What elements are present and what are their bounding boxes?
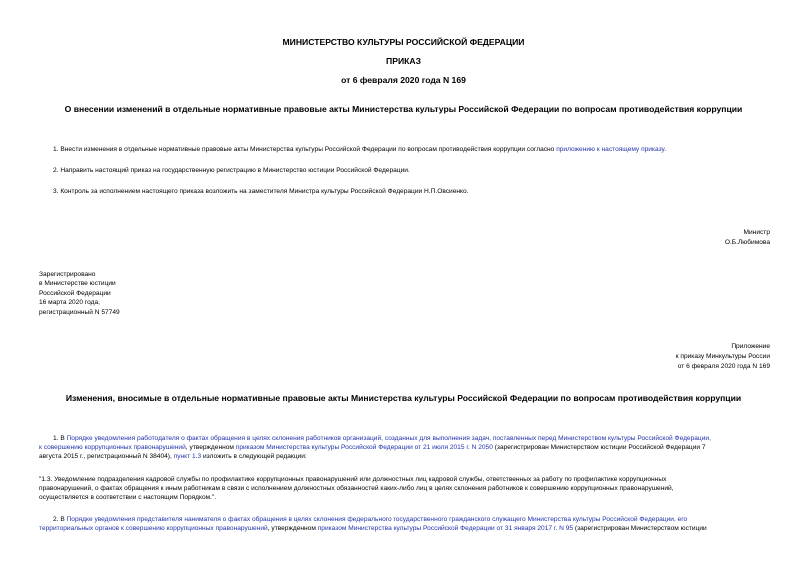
change-1-text: августа 2015 г., регистрационный N 38404), bbox=[39, 453, 174, 460]
change-1-prefix: 1. В bbox=[53, 435, 67, 442]
doc-type-heading: ПРИКАЗ bbox=[386, 56, 421, 66]
appendix-link[interactable]: приложению к настоящему приказу bbox=[556, 146, 665, 153]
order-95-link[interactable]: приказом Министерства культуры Российской Федерации от 31 января 2017 г. N 95 bbox=[317, 525, 574, 532]
item-1 bbox=[53, 145, 773, 154]
change-2-text: , утвержденном bbox=[267, 525, 318, 532]
appendix-ref-date: от 6 февраля 2020 года N 169 bbox=[677, 363, 770, 370]
procedure-representative-link[interactable]: Порядке уведомления представителя нанимателя о фактах обращения в целях склонения федерального государственного гражданского служащего Министерства культуры Российской Федерации, его bbox=[66, 516, 688, 523]
appendix-title: Изменения, вносимые в отдельные нормативные правовые акты Министерства культуры Российской Федерации по вопросам противодействия коррупции bbox=[65, 393, 742, 403]
change-1-line-2 bbox=[39, 443, 769, 452]
item-1-text: 1. Внести изменения в отдельные нормативные правовые акты Министерства культуры Российской Федерации по вопросам противодействия коррупции согласно bbox=[53, 146, 557, 153]
change-2-prefix: 2. В bbox=[53, 516, 67, 523]
appendix-ref-order: к приказу Минкультуры России bbox=[675, 353, 770, 360]
item-3: 3. Контроль за исполнением настоящего приказа возложить на заместителя Министра культуры Российской Федерации Н.П.Овсиенко. bbox=[53, 188, 469, 195]
item-2: 2. Направить настоящий приказ на государственную регистрацию в Министерство юстиции Российской Федерации. bbox=[53, 167, 410, 174]
change-2-text: (зарегистрирован Министерством юстиции bbox=[573, 525, 707, 532]
document-title: О внесении изменений в отдельные нормативные правовые акты Министерства культуры Российской Федерации по вопросам противодействия коррупции bbox=[64, 104, 743, 114]
change-1-line-1 bbox=[53, 434, 768, 443]
change-1-text: изложить в следующей редакции: bbox=[201, 453, 307, 460]
quote-line-2: правонарушений, о фактах обращения к иным работникам в связи с исполнением должностных обязанностей каких-либо лиц в целях склонения работников к совершению коррупционных правонарушений, bbox=[39, 485, 674, 492]
registration-line: Российской Федерации bbox=[39, 289, 111, 297]
date-number-heading: от 6 февраля 2020 года N 169 bbox=[341, 75, 466, 85]
signature-position: Министр bbox=[743, 229, 770, 236]
appendix-label: Приложение bbox=[731, 343, 770, 350]
quote-line-1: "1.3. Уведомление подразделения кадровой службы по профилактике коррупционных правонарушений или должностных лиц кадровой службы, ответственных за работу по профилактике коррупционных bbox=[39, 476, 667, 483]
registration-line: в Министерстве юстиции bbox=[39, 280, 116, 288]
change-1-line-3 bbox=[39, 452, 307, 461]
change-1-text: , утвержденном bbox=[185, 444, 236, 451]
registration-line: Зарегистрировано bbox=[39, 271, 96, 278]
ministry-heading: МИНИСТЕРСТВО КУЛЬТУРЫ РОССИЙСКОЙ ФЕДЕРАЦИИ bbox=[282, 37, 525, 47]
registration-line: 16 марта 2020 года, bbox=[39, 299, 100, 307]
registration-line: регистрационный N 57749 bbox=[39, 308, 120, 316]
procedure-representative-link-cont[interactable]: территориальных органов к совершению коррупционных правонарушений bbox=[39, 525, 268, 532]
procedure-employer-link[interactable]: Порядке уведомления работодателя о фактах обращения в целях склонения работников организаций, созданных для выполнения задач, поставленных перед Министерством культуры Российской Федерации, bbox=[66, 435, 711, 442]
procedure-employer-link-cont[interactable]: к совершению коррупционных правонарушений bbox=[39, 444, 186, 451]
registration-block bbox=[39, 270, 120, 317]
order-2050-link[interactable]: приказом Министерства культуры Российской Федерации от 21 июля 2015 г. N 2050 bbox=[235, 444, 493, 451]
signature-name: О.Б.Любимова bbox=[724, 239, 770, 246]
change-2-line-1 bbox=[53, 515, 768, 524]
item-1-end: . bbox=[664, 146, 667, 153]
quote-line-3: осуществляется в соответствии с настоящим Порядком.". bbox=[39, 494, 217, 501]
change-1-text: (зарегистрирован Министерством юстиции Российской Федерации 7 bbox=[492, 444, 706, 451]
change-2-line-2 bbox=[39, 524, 769, 533]
clause-1-3-link[interactable]: пункт 1.3 bbox=[173, 453, 202, 460]
